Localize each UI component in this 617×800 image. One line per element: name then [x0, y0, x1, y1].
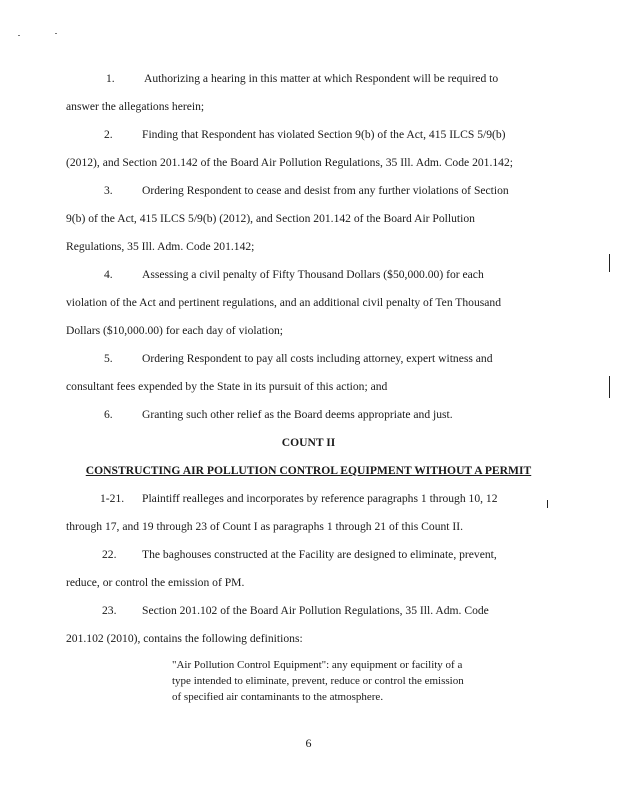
paragraph-number: 23. [102, 604, 117, 617]
margin-mark [609, 254, 610, 272]
count-label: COUNT II [281, 436, 336, 449]
item-text: 9(b) of the Act, 415 ILCS 5/9(b) (2012), and Section 201.142 of the Board Air Pollution [66, 212, 475, 225]
item-number: 6. [104, 408, 113, 421]
item-number: 3. [104, 184, 113, 197]
page-number: 6 [305, 736, 312, 750]
item-number: 4. [104, 268, 113, 281]
definition-quote-line: "Air Pollution Control Equipment": any equipment or facility of a [172, 659, 463, 671]
definition-quote-line: type intended to eliminate, prevent, reduce or control the emission [172, 675, 464, 687]
paragraph-number: 1-21. [100, 492, 125, 505]
item-number: 1. [106, 72, 115, 85]
paragraph-text: The baghouses constructed at the Facility are designed to eliminate, prevent, [142, 548, 497, 561]
item-text: Ordering Respondent to cease and desist from any further violations of Section [142, 184, 509, 197]
item-number: 2. [104, 128, 113, 141]
item-text: violation of the Act and pertinent regulations, and an additional civil penalty of Ten Thousand [66, 296, 502, 309]
paragraph-text: through 17, and 19 through 23 of Count I as paragraphs 1 through 21 of this Count II. [66, 520, 464, 533]
paragraph-text: Plaintiff realleges and incorporates by reference paragraphs 1 through 10, 12 [142, 492, 498, 505]
item-text: (2012), and Section 201.142 of the Board Air Pollution Regulations, 35 Ill. Adm. Code 201.142; [66, 156, 513, 169]
definition-quote-line: of specified air contaminants to the atmosphere. [172, 691, 384, 703]
count-title [0, 464, 617, 478]
scan-speck [18, 35, 20, 36]
paragraph-number: 22. [102, 548, 117, 561]
item-text: Ordering Respondent to pay all costs including attorney, expert witness and [142, 352, 493, 365]
margin-mark [547, 500, 548, 508]
scan-speck [55, 33, 57, 34]
item-text: Granting such other relief as the Board deems appropriate and just. [142, 408, 453, 421]
item-text: Finding that Respondent has violated Section 9(b) of the Act, 415 ILCS 5/9(b) [142, 128, 506, 141]
paragraph-text: 201.102 (2010), contains the following definitions: [66, 632, 303, 645]
item-text: answer the allegations herein; [66, 100, 205, 113]
item-number: 5. [104, 352, 113, 365]
item-text: Authorizing a hearing in this matter at which Respondent will be required to [144, 72, 499, 85]
paragraph-text: Section 201.102 of the Board Air Pollution Regulations, 35 Ill. Adm. Code [142, 604, 489, 617]
margin-mark [609, 376, 610, 398]
paragraph-text: reduce, or control the emission of PM. [66, 576, 245, 589]
item-text: Assessing a civil penalty of Fifty Thousand Dollars ($50,000.00) for each [142, 268, 484, 281]
item-text: consultant fees expended by the State in its pursuit of this action; and [66, 380, 388, 393]
count-title-text: CONSTRUCTING AIR POLLUTION CONTROL EQUIPMENT WITHOUT A PERMIT [85, 464, 532, 477]
item-text: Dollars ($10,000.00) for each day of violation; [66, 324, 284, 337]
item-text: Regulations, 35 Ill. Adm. Code 201.142; [66, 240, 255, 253]
